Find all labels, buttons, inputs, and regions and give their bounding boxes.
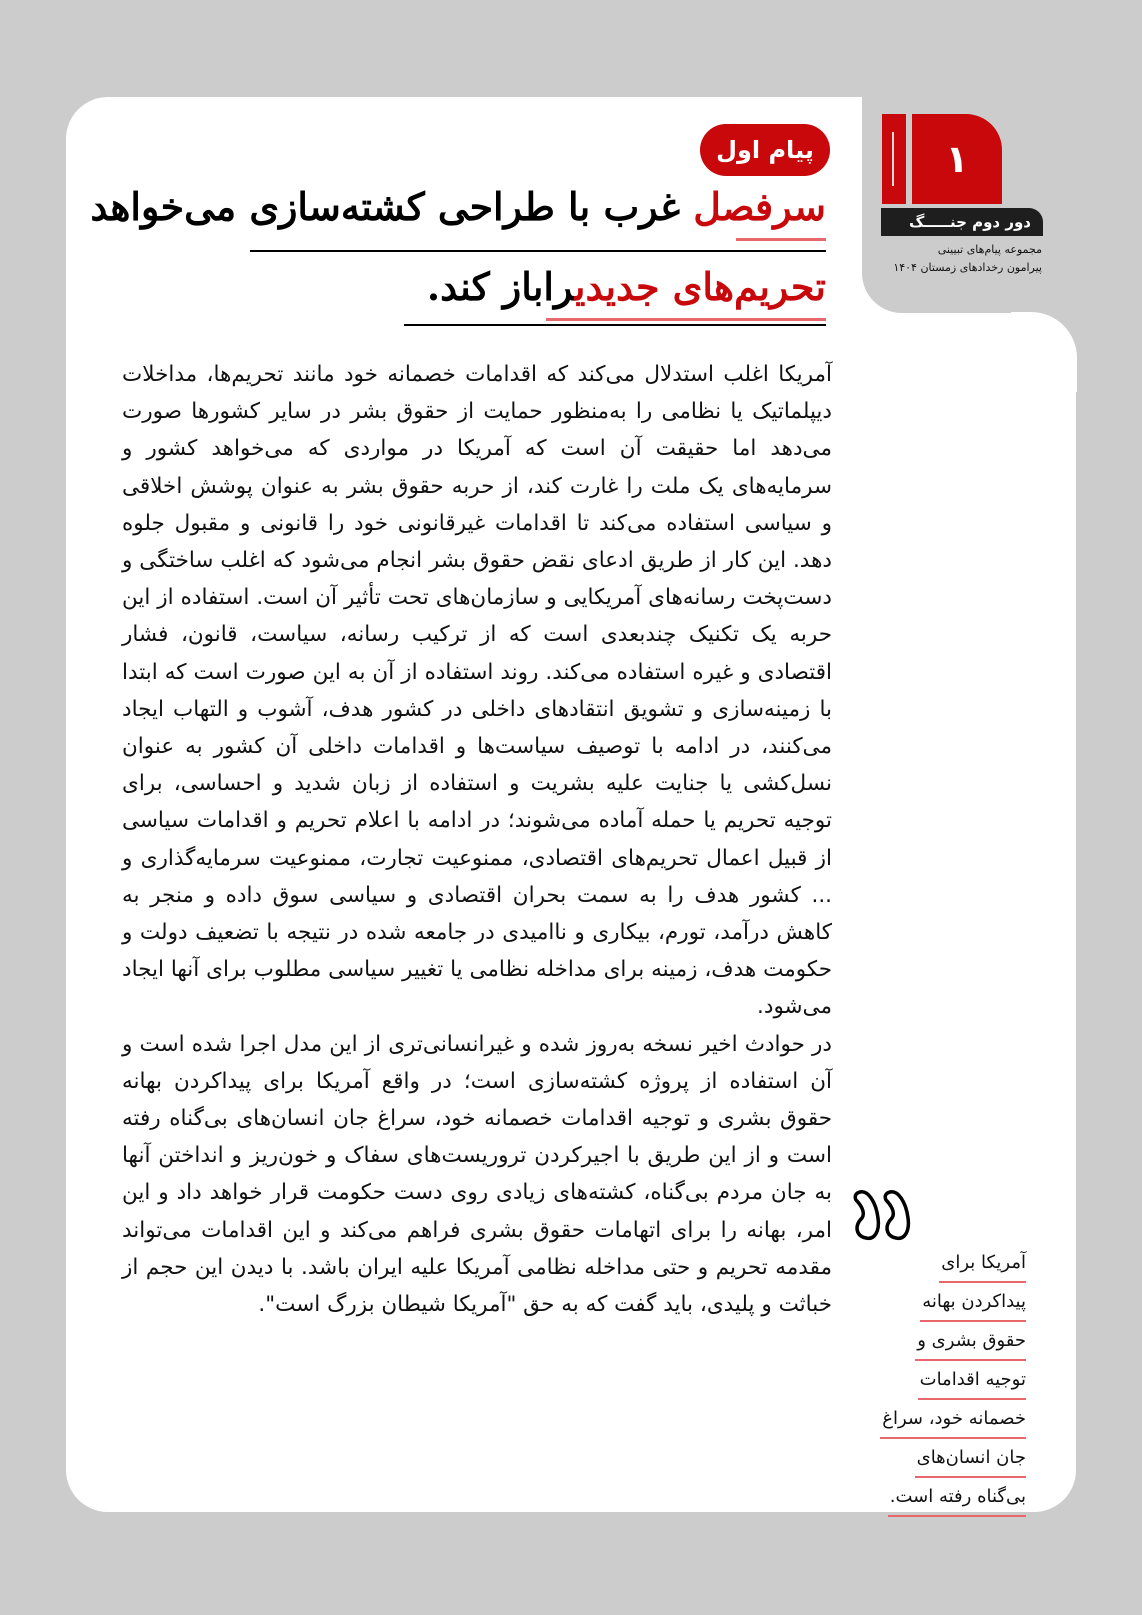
article-paragraph: آمریکا اغلب استدلال می‌کند که اقدامات خصمانه خود مانند تحریم‌ها، مداخلات دیپلماتیک یا نظامی را به‌منظور حمایت از حقوق بشر در سایر کشورها صورت می‌دهد اما حقیقت آن است که آمریکا در مواردی که می‌خواهد کشور و سرمایه‌های یک ملت را غارت کند، از حربه حقوق بشر به عنوان پوشش اخلاقی و سیاسی استفاده می‌کند تا اقدامات غیرقانونی خود را قانونی و مقبول جلوه دهد. این کار از طریق ادعای نقض حقوق بشر انجام می‌شود که اغلب ساختگی و دست‌پخت رسانه‌های آمریکایی و سازمان‌های تحت تأثیر آن است. استفاده از این حربه یک تکنیک چندبعدی است که از ترکیب رسانه، سیاست، قانون، فشار اقتصادی و غیره استفاده می‌کند. روند استفاده از آن به این صورت است که ابتدا با زمینه‌سازی و تشویق انتقادهای داخلی در کشور هدف، آشوب و التهاب ایجاد می‌کنند، در ادامه با توصیف سیاست‌ها و اقدامات داخلی آن کشور به عنوان نسل‌کشی یا جنایت علیه بشریت و استفاده از زبان شدید و احساسی، برای توجیه تحریم یا حمله آماده می‌شوند؛ در ادامه با اعلام تحریم و اقدامات سیاسی از قبیل اعمال تحریم‌های اقتصادی، ممنوعیت تجارت، ممنوعیت سرمایه‌گذاری و ... کشور هدف را به سمت بحران اقتصادی و سیاسی سوق داده و منجر به کاهش درآمد، تورم، بیکاری و ناامیدی در جامعه شده در نتیجه با تضعیف دولت و حکومت هدف، زمینه برای مداخله نظامی یا تغییر سیاسی مطلوب برای آنها ایجاد می‌شود.	[122, 362, 832, 1020]
logo-side-bar	[882, 114, 906, 204]
pull-quote-line: جان انسان‌های	[915, 1439, 1026, 1478]
article-paragraph: در حوادث اخیر نسخه به‌روز شده و غیرانسانی‌تری از این مدل اجرا شده است و آن استفاده از پروژه کشته‌سازی است؛ در واقع آمریکا برای پیداکردن بهانه حقوق بشری و توجیه اقدامات خصمانه خود، سراغ جان انسان‌های بی‌گناه رفته است و از این طریق با اجیرکردن تروریست‌های سفاک و خون‌ریز و انداختن آنها به جان مردم بی‌گناه، کشته‌های زیادی روی دست حکومت قرار خواهد داد و این امر، بهانه را برای اتهامات حقوق بشری فراهم می‌کند و این اقدامات می‌تواند مقدمه تحریم و حتی مداخله نظامی آمریکا علیه ایران باشد. با دیدن این حجم از خباثت و پلیدی، باید گفت که به حق "آمریکا شیطان بزرگ است".	[122, 1031, 832, 1318]
pull-quote-line: آمریکا برای	[939, 1244, 1026, 1283]
header-cutout-curve	[1012, 312, 1092, 392]
headline-red-underline-1	[736, 238, 826, 241]
headline-black-text: غرب با طراحی کشته‌سازی می‌خواهد	[90, 184, 681, 229]
headline-red-word: سرفصل	[693, 184, 826, 229]
pull-quote	[862, 1244, 1026, 1517]
pull-quote-line: توجیه اقدامات	[918, 1361, 1026, 1400]
headline-line2	[427, 264, 826, 309]
series-title: دور دوم جنـــــگ	[881, 208, 1043, 236]
pull-quote-line: خصمانه خود، سراغ	[880, 1400, 1026, 1439]
headline-red-phrase: تحریم‌های جدیدی	[574, 264, 826, 309]
pull-quote-line: حقوق بشری و	[915, 1322, 1026, 1361]
headline-rule-2	[404, 324, 826, 326]
quotation-mark-icon	[850, 1188, 912, 1242]
headline-black-ending: راباز کند.	[426, 264, 575, 309]
series-subtitle-line2: پیرامون رخدادهای زمستان ۱۴۰۴	[893, 261, 1042, 274]
headline-rule-1	[250, 250, 826, 252]
series-subtitle-line1: مجموعه پیام‌های تبیینی	[937, 243, 1042, 256]
pull-quote-line: پیداکردن بهانه	[920, 1283, 1026, 1322]
pull-quote-line: بی‌گناه رفته است.	[888, 1478, 1026, 1517]
message-badge: پیام اول	[700, 124, 830, 176]
logo-number: ۱	[912, 114, 1002, 204]
headline-red-underline-2	[546, 318, 826, 321]
article-body	[122, 356, 832, 1323]
series-logo	[882, 114, 1002, 204]
headline-line1	[90, 184, 826, 229]
